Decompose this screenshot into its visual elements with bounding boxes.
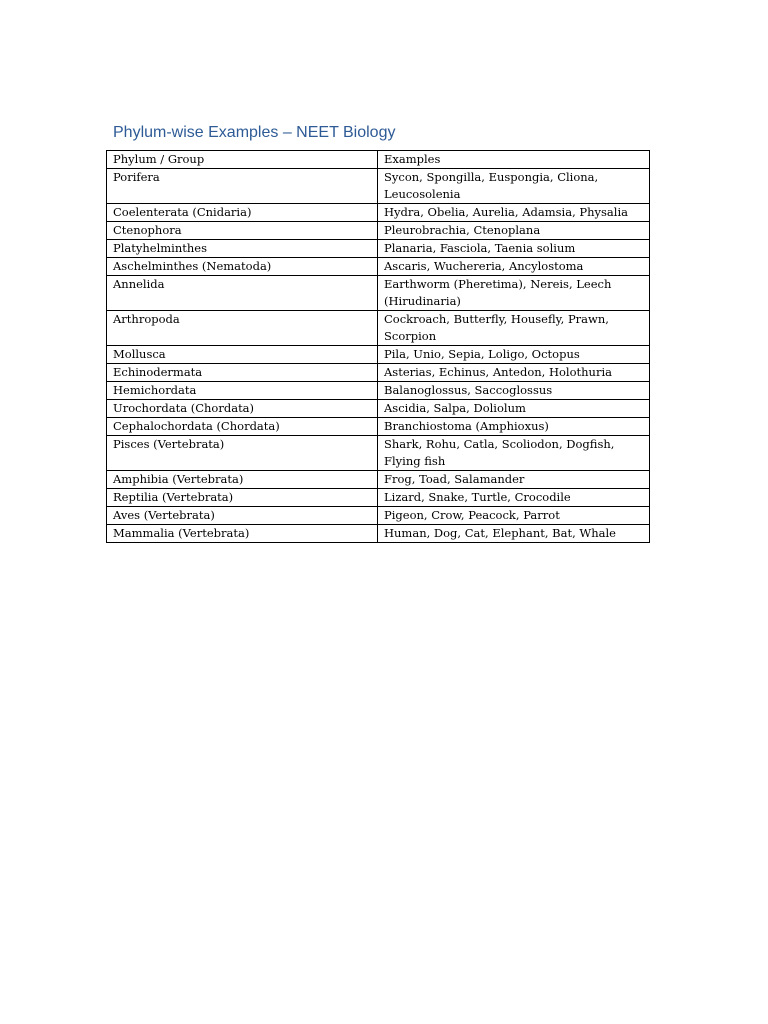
table-row (107, 311, 650, 346)
phylum-cell: Annelida (107, 276, 378, 311)
phylum-cell: Ctenophora (107, 222, 378, 240)
examples-cell: Ascaris, Wuchereria, Ancylostoma (378, 258, 650, 276)
table-row (107, 382, 650, 400)
document-title: Phylum-wise Examples – NEET Biology (113, 124, 396, 141)
table-row (107, 400, 650, 418)
phylum-cell: Platyhelminthes (107, 240, 378, 258)
table-row (107, 364, 650, 382)
examples-cell: Hydra, Obelia, Aurelia, Adamsia, Physalia (378, 204, 650, 222)
column-header-examples: Examples (378, 151, 650, 169)
phylum-cell: Echinodermata (107, 364, 378, 382)
phylum-cell: Mollusca (107, 346, 378, 364)
examples-cell: Lizard, Snake, Turtle, Crocodile (378, 489, 650, 507)
table-row (107, 418, 650, 436)
table-row (107, 169, 650, 204)
table-row (107, 525, 650, 543)
examples-cell: Balanoglossus, Saccoglossus (378, 382, 650, 400)
examples-cell: Shark, Rohu, Catla, Scoliodon, Dogfish, Flying fish (378, 436, 650, 471)
examples-cell: Earthworm (Pheretima), Nereis, Leech (Hirudinaria) (378, 276, 650, 311)
phylum-examples-table (106, 150, 650, 543)
examples-cell: Asterias, Echinus, Antedon, Holothuria (378, 364, 650, 382)
table-row (107, 489, 650, 507)
phylum-cell: Porifera (107, 169, 378, 204)
column-header-phylum: Phylum / Group (107, 151, 378, 169)
table-row (107, 471, 650, 489)
phylum-cell: Arthropoda (107, 311, 378, 346)
phylum-cell: Amphibia (Vertebrata) (107, 471, 378, 489)
table-row (107, 222, 650, 240)
examples-cell: Branchiostoma (Amphioxus) (378, 418, 650, 436)
phylum-cell: Cephalochordata (Chordata) (107, 418, 378, 436)
examples-cell: Pila, Unio, Sepia, Loligo, Octopus (378, 346, 650, 364)
examples-cell: Human, Dog, Cat, Elephant, Bat, Whale (378, 525, 650, 543)
examples-cell: Pigeon, Crow, Peacock, Parrot (378, 507, 650, 525)
examples-cell: Cockroach, Butterfly, Housefly, Prawn, Scorpion (378, 311, 650, 346)
table-row (107, 507, 650, 525)
examples-cell: Planaria, Fasciola, Taenia solium (378, 240, 650, 258)
phylum-cell: Pisces (Vertebrata) (107, 436, 378, 471)
table-row (107, 204, 650, 222)
phylum-cell: Urochordata (Chordata) (107, 400, 378, 418)
table-row (107, 240, 650, 258)
phylum-cell: Aschelminthes (Nematoda) (107, 258, 378, 276)
table-row (107, 258, 650, 276)
phylum-cell: Aves (Vertebrata) (107, 507, 378, 525)
table-row (107, 436, 650, 471)
phylum-cell: Coelenterata (Cnidaria) (107, 204, 378, 222)
table-row (107, 276, 650, 311)
examples-cell: Sycon, Spongilla, Euspongia, Cliona, Leucosolenia (378, 169, 650, 204)
phylum-cell: Hemichordata (107, 382, 378, 400)
phylum-cell: Mammalia (Vertebrata) (107, 525, 378, 543)
examples-cell: Ascidia, Salpa, Doliolum (378, 400, 650, 418)
examples-cell: Pleurobrachia, Ctenoplana (378, 222, 650, 240)
table-row (107, 346, 650, 364)
table-body (107, 151, 650, 543)
phylum-cell: Reptilia (Vertebrata) (107, 489, 378, 507)
table-header-row (107, 151, 650, 169)
examples-cell: Frog, Toad, Salamander (378, 471, 650, 489)
